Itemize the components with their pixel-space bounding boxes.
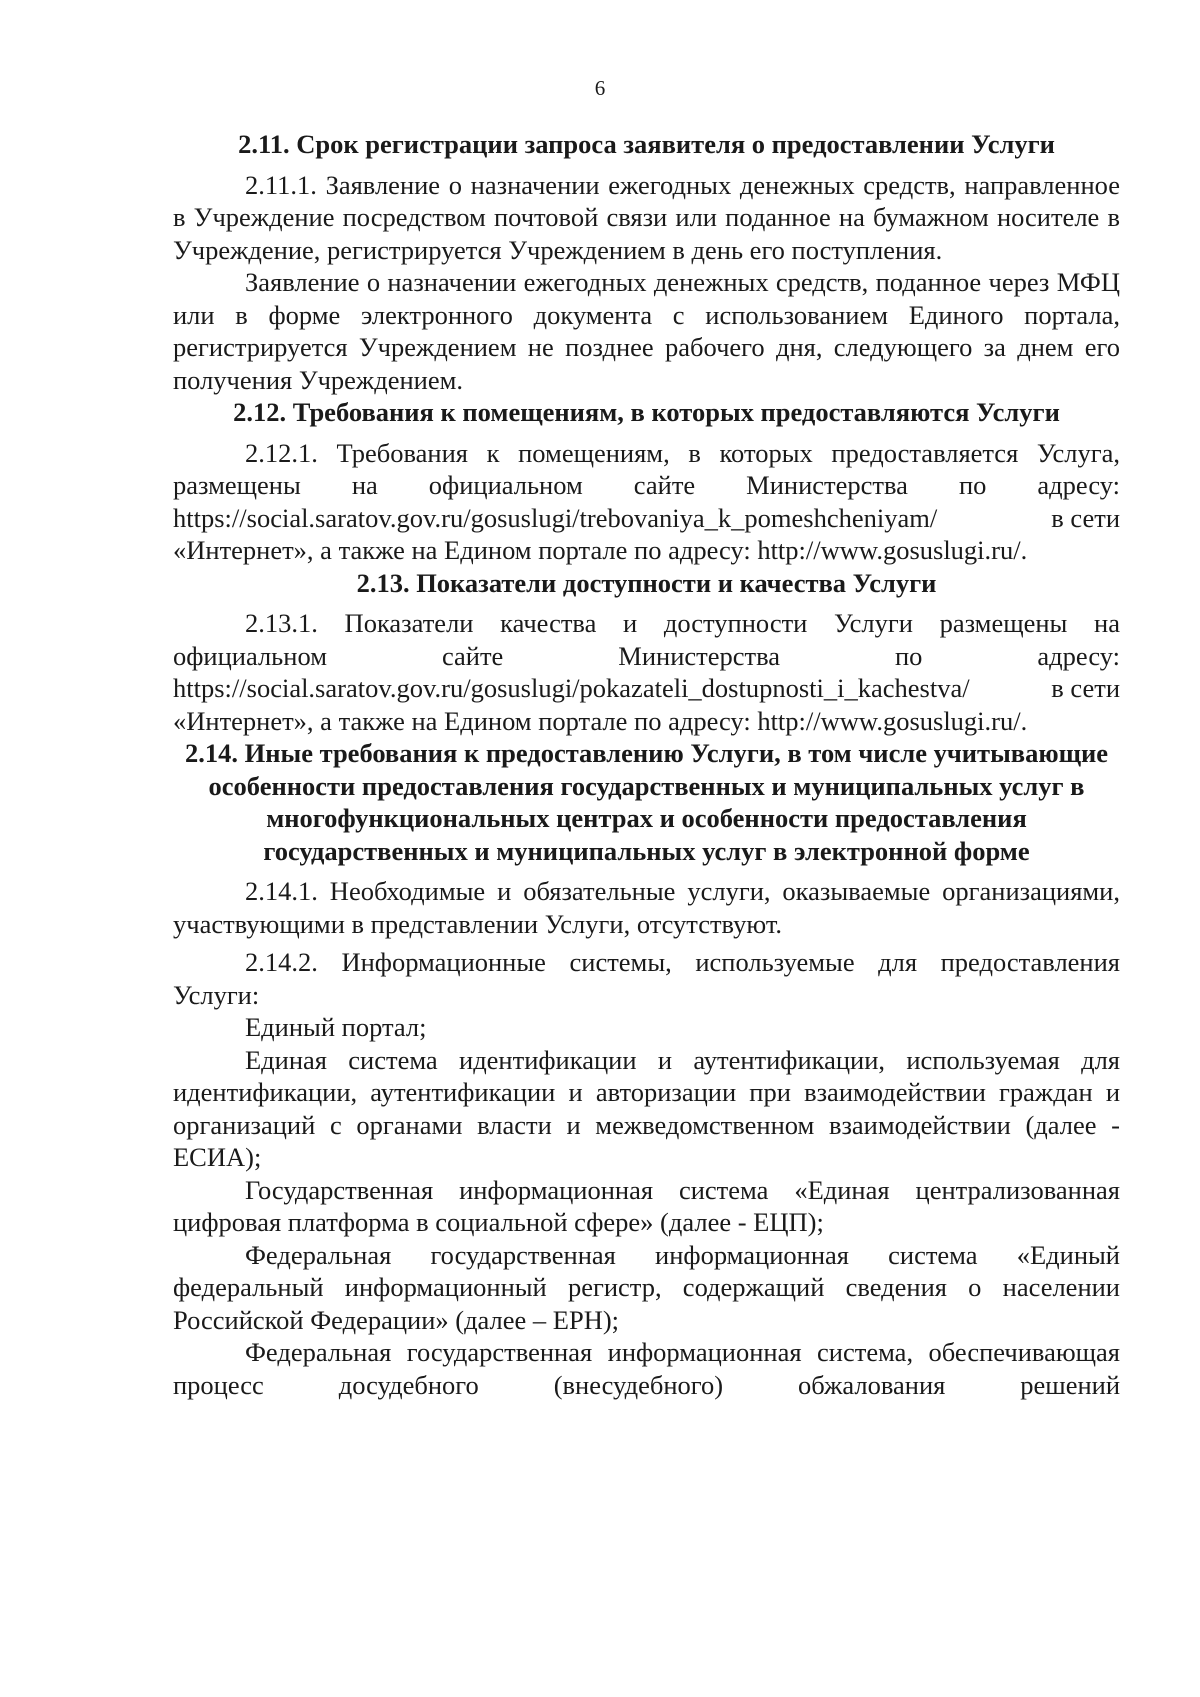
section-2-12-paragraph-1 (173, 437, 1120, 567)
section-2-11-heading: 2.11. Срок регистрации запроса заявителя о предоставлении Услуги (238, 129, 1055, 159)
section-2-13-url-line (173, 672, 1120, 705)
section-2-13-heading: 2.13. Показатели доступности и качества Услуги (356, 567, 937, 598)
section-2-11-paragraph-2: Заявление о назначении ежегодных денежных средств, поданное через МФЦ или в форме электронного документа с использованием Единого портала, регистрируется Учреждением не позднее рабочего дня, следующего за днем его получения Учреждением. (173, 267, 1120, 395)
section-2-14-paragraph-4: Единая система идентификации и аутентификации, используемая для идентификации, аутентификации и авторизации при взаимодействии граждан и организаций с органами власти и межведомственном взаимодействии (далее - ЕСИА); (173, 1044, 1120, 1172)
section-2-13-paragraph-1-end: «Интернет», а также на Едином портале по адресу: http://www.gosuslugi.ru/. (173, 705, 1028, 736)
section-2-11-paragraph-1: 2.11.1. Заявление о назначении ежегодных денежных средств, направленное в Учреждение посредством почтовой связи или поданное на бумажном носителе в Учреждение, регистрируется Учреждением в день его поступления. (173, 169, 1120, 265)
section-2-12-heading: 2.12. Требования к помещениям, в которых предоставляются Услуги (233, 397, 1060, 427)
section-2-14-heading: 2.14. Иные требования к предоставлению Услуги, в том числе учитывающие особенности предоставления государственных и муниципальных услуг в многофункциональных центрах и особенности предоставления государственных и муниципальных услуг в электронной форме (185, 738, 1108, 866)
page-number: 6 (594, 76, 606, 100)
section-2-14-paragraph-5: Государственная информационная система «Единая централизованная цифровая платформа в социальной сфере» (далее - ЕЦП); (173, 1174, 1120, 1237)
section-2-12-paragraph-1-start: 2.12.1. Требования к помещениям, в которых предоставляется Услуга, размещены на официальном сайте Министерства по адресу: (173, 437, 1120, 500)
section-2-14-paragraph-7: Федеральная государственная информационная система, обеспечивающая процесс досудебного (внесудебного) обжалования решений (173, 1337, 1120, 1400)
section-2-13-paragraph-1-start: 2.13.1. Показатели качества и доступности Услуги размещены на официальном сайте Министерства по адресу: (173, 608, 1120, 671)
section-2-12-url: https://social.saratov.gov.ru/gosuslugi/trebovaniya_k_pomeshcheniyam/ (173, 502, 938, 533)
section-2-13-url: https://social.saratov.gov.ru/gosuslugi/pokazateli_dostupnosti_i_kachestva/ (173, 673, 970, 703)
section-2-14-paragraph-6: Федеральная государственная информационная система «Единый федеральный информационный регистр, содержащий сведения о населении Российской Федерации» (далее – ЕРН); (173, 1239, 1120, 1335)
document-body (173, 128, 1120, 1401)
section-2-13-paragraph-1 (173, 607, 1120, 737)
section-2-12-paragraph-1-end: «Интернет», а также на Едином портале по адресу: http://www.gosuslugi.ru/. (173, 535, 1028, 565)
section-2-14-paragraph-2: 2.14.2. Информационные системы, используемые для предоставления Услуги: (173, 947, 1120, 1010)
section-2-12-url-line (173, 502, 1120, 535)
section-2-12-url-tail: в сети (1051, 502, 1120, 533)
section-2-14-paragraph-1: 2.14.1. Необходимые и обязательные услуги, оказываемые организациями, участвующими в представлении Услуги, отсутствуют. (173, 876, 1120, 939)
section-2-13-url-tail: в сети (1051, 673, 1120, 703)
section-2-14-paragraph-3: Единый портал; (245, 1012, 427, 1042)
